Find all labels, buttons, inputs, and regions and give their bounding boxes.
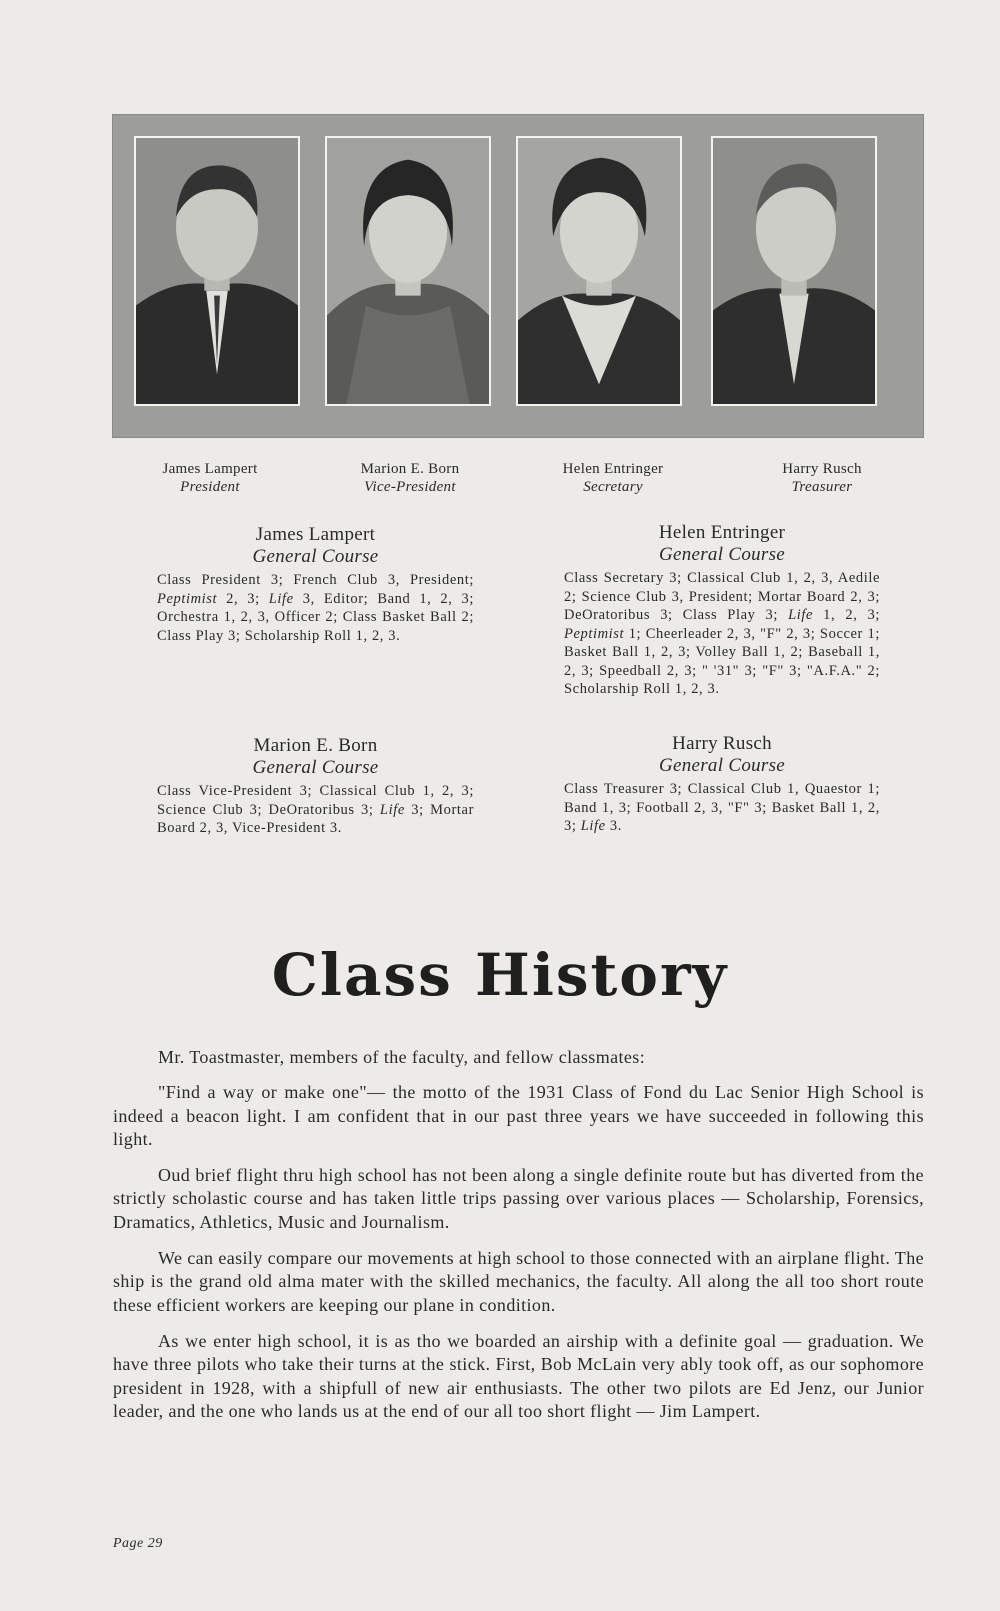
caption-role: Secretary — [583, 479, 643, 495]
bio-activities: Class Vice-President 3; Classical Club 1, 2, 3; Science Club 3; DeOratoribus 3; Life 3; Mortar Board 2, 3, Vice-President 3. — [157, 783, 474, 836]
caption-harry-rusch — [762, 460, 882, 496]
caption-role: President — [180, 479, 240, 495]
caption-james-lampert — [146, 460, 274, 496]
page-number: Page 29 — [113, 1536, 163, 1551]
portrait-photo-marion-born — [325, 136, 491, 406]
class-history-essay — [113, 1046, 924, 1436]
essay-salutation: Mr. Toastmaster, members of the faculty, and fellow classmates: — [158, 1047, 646, 1067]
caption-name: Harry Rusch — [782, 461, 862, 477]
bio-helen-entringer — [564, 522, 880, 699]
section-heading: Class History — [271, 941, 729, 1009]
bio-course: General Course — [252, 546, 379, 567]
caption-name: Helen Entringer — [562, 461, 664, 477]
caption-helen-entringer — [548, 460, 678, 496]
bio-name: Harry Rusch — [672, 733, 772, 754]
bio-harry-rusch — [564, 733, 880, 836]
bio-activities: Class Secretary 3; Classical Club 1, 2, 3, Aedile 2; Science Club 3, President; Mortar Board 2, 3; DeOratoribus 3; Class Play 3; Life 1, 2, 3; Peptimist 1; Cheerleader 2, 3, "F" 2, 3; Soccer 1; Basket Ball 1, 2, 3; Volley Ball 1, 2; Baseball 1, 2, 3; Speedball 2, 3; " '31" 3; "F" 3; "A.F.A." 2; Scholarship Roll 1, 2, 3. — [564, 570, 880, 697]
essay-paragraph: Oud brief flight thru high school has not been along a single definite route but has diverted from the strictly scholastic course and has taken little trips passing over various places — Scholarship, Forensics, Dramatics, Athletics, Music and Journalism. — [113, 1165, 924, 1232]
caption-name: Marion E. Born — [360, 461, 460, 477]
portrait-photo-james-lampert — [134, 136, 300, 406]
bio-course: General Course — [658, 544, 786, 565]
caption-marion-born — [346, 460, 474, 496]
caption-role: Treasurer — [791, 479, 853, 495]
officer-photo-panel — [112, 114, 924, 438]
bio-activities: Class Treasurer 3; Classical Club 1, Quaestor 1; Band 1, 3; Football 2, 3, "F" 3; Basket Ball 1, 2, 3; Life 3. — [564, 781, 880, 834]
bio-name: Marion E. Born — [253, 735, 378, 756]
bio-marion-born — [157, 735, 474, 838]
bio-name: James Lampert — [255, 524, 376, 545]
bio-name: Helen Entringer — [658, 522, 786, 543]
bio-activities: Class President 3; French Club 3, President; Peptimist 2, 3; Life 3, Editor; Band 1, 2, 3; Orchestra 1, 2, 3, Officer 2; Class Basket Ball 2; Class Play 3; Scholarship Roll 1, 2, 3. — [157, 572, 474, 644]
caption-name: James Lampert — [162, 461, 258, 477]
portrait-photo-helen-entringer — [516, 136, 682, 406]
portrait-photo-harry-rusch — [711, 136, 877, 406]
bio-course: General Course — [252, 757, 379, 778]
bio-course: General Course — [658, 755, 786, 776]
essay-paragraph: We can easily compare our movements at high school to those connected with an airplane flight. The ship is the grand old alma mater with the skilled mechanics, the faculty. All along the all too short route these efficient workers are keeping our plane in condition. — [113, 1248, 924, 1315]
essay-paragraph: "Find a way or make one"— the motto of the 1931 Class of Fond du Lac Senior High School is indeed a beacon light. I am confident that in our past three years we have succeeded in following this light. — [113, 1082, 924, 1149]
caption-role: Vice-President — [364, 479, 456, 495]
essay-paragraph: As we enter high school, it is as tho we boarded an airship with a definite goal — graduation. We have three pilots who take their turns at the stick. First, Bob McLain very ably took off, as our sophomore president in 1928, with a shipfull of new air enthusiasts. The other two pilots are Ed Jenz, our Junior leader, and the one who lands us at the end of our all too short flight — Jim Lampert. — [113, 1330, 924, 1421]
bio-james-lampert — [157, 524, 474, 645]
